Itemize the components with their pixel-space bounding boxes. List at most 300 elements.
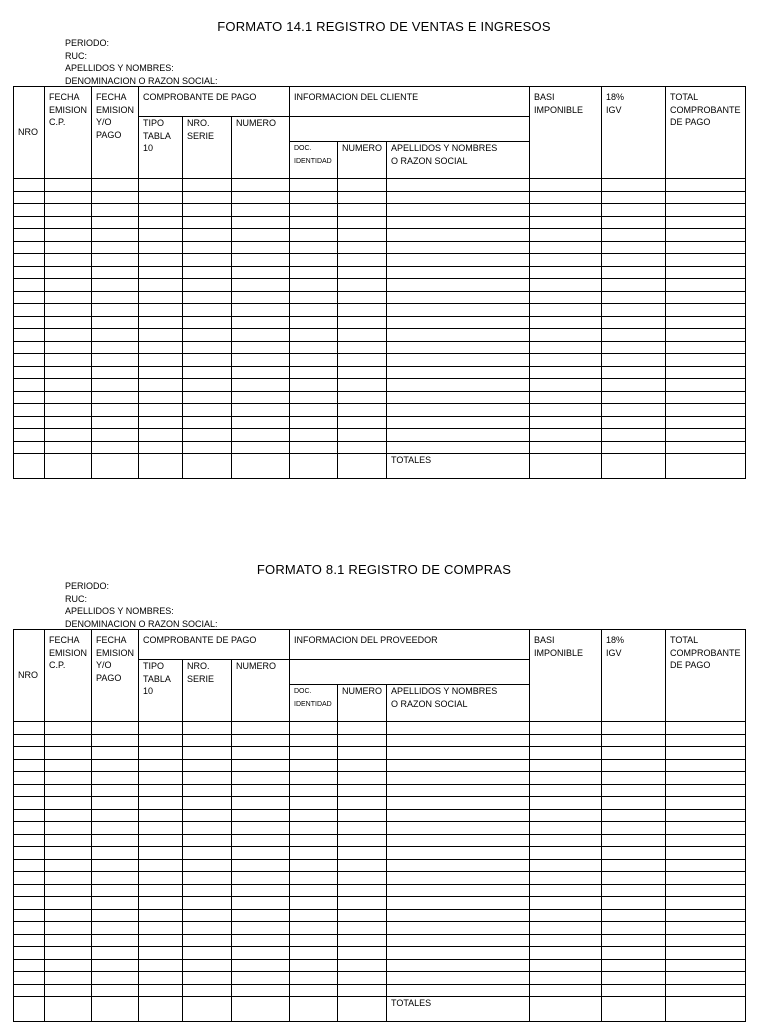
empty-cell[interactable] [530,316,602,329]
empty-cell[interactable] [14,366,45,379]
total-cell[interactable] [232,997,290,1022]
empty-cell[interactable] [183,404,232,417]
empty-cell[interactable] [183,379,232,392]
empty-cell[interactable] [387,859,530,872]
empty-cell[interactable] [232,191,290,204]
empty-cell[interactable] [232,304,290,317]
empty-cell[interactable] [183,354,232,367]
empty-cell[interactable] [338,722,387,735]
empty-cell[interactable] [45,784,92,797]
empty-cell[interactable] [139,241,183,254]
empty-cell[interactable] [387,747,530,760]
empty-cell[interactable] [387,179,530,192]
empty-cell[interactable] [387,316,530,329]
empty-cell[interactable] [232,922,290,935]
empty-cell[interactable] [92,416,139,429]
empty-cell[interactable] [602,759,666,772]
total-cell[interactable] [338,454,387,479]
empty-cell[interactable] [232,984,290,997]
empty-cell[interactable] [290,922,338,935]
empty-cell[interactable] [666,391,746,404]
empty-cell[interactable] [387,291,530,304]
empty-cell[interactable] [290,441,338,454]
empty-cell[interactable] [183,822,232,835]
empty-cell[interactable] [232,847,290,860]
empty-cell[interactable] [14,254,45,267]
empty-cell[interactable] [232,884,290,897]
empty-cell[interactable] [14,922,45,935]
empty-cell[interactable] [183,847,232,860]
empty-cell[interactable] [14,241,45,254]
empty-cell[interactable] [530,304,602,317]
empty-cell[interactable] [290,734,338,747]
empty-cell[interactable] [338,416,387,429]
empty-cell[interactable] [14,416,45,429]
empty-cell[interactable] [530,191,602,204]
empty-cell[interactable] [338,947,387,960]
empty-cell[interactable] [530,797,602,810]
empty-cell[interactable] [45,266,92,279]
empty-cell[interactable] [387,959,530,972]
empty-cell[interactable] [92,391,139,404]
empty-cell[interactable] [338,216,387,229]
empty-cell[interactable] [338,872,387,885]
empty-cell[interactable] [232,241,290,254]
empty-cell[interactable] [14,984,45,997]
empty-cell[interactable] [530,216,602,229]
empty-cell[interactable] [666,191,746,204]
empty-cell[interactable] [338,291,387,304]
empty-cell[interactable] [338,859,387,872]
empty-cell[interactable] [338,229,387,242]
empty-cell[interactable] [45,429,92,442]
empty-cell[interactable] [602,897,666,910]
empty-cell[interactable] [530,416,602,429]
empty-cell[interactable] [139,354,183,367]
total-cell[interactable] [338,997,387,1022]
empty-cell[interactable] [387,266,530,279]
empty-cell[interactable] [602,379,666,392]
empty-cell[interactable] [666,884,746,897]
empty-cell[interactable] [232,872,290,885]
empty-cell[interactable] [666,809,746,822]
empty-cell[interactable] [530,847,602,860]
empty-cell[interactable] [666,772,746,785]
empty-cell[interactable] [338,341,387,354]
empty-cell[interactable] [232,747,290,760]
empty-cell[interactable] [92,329,139,342]
empty-cell[interactable] [92,279,139,292]
empty-cell[interactable] [290,391,338,404]
empty-cell[interactable] [139,959,183,972]
empty-cell[interactable] [139,784,183,797]
empty-cell[interactable] [92,341,139,354]
empty-cell[interactable] [290,859,338,872]
empty-cell[interactable] [183,984,232,997]
empty-cell[interactable] [139,947,183,960]
empty-cell[interactable] [14,797,45,810]
empty-cell[interactable] [92,797,139,810]
empty-cell[interactable] [290,872,338,885]
empty-cell[interactable] [338,822,387,835]
empty-cell[interactable] [232,354,290,367]
empty-cell[interactable] [183,179,232,192]
empty-cell[interactable] [530,747,602,760]
empty-cell[interactable] [92,934,139,947]
empty-cell[interactable] [14,179,45,192]
empty-cell[interactable] [45,984,92,997]
empty-cell[interactable] [387,972,530,985]
empty-cell[interactable] [530,229,602,242]
empty-cell[interactable] [14,216,45,229]
empty-cell[interactable] [338,759,387,772]
total-cell[interactable] [183,997,232,1022]
empty-cell[interactable] [602,216,666,229]
empty-cell[interactable] [290,884,338,897]
empty-cell[interactable] [666,304,746,317]
empty-cell[interactable] [290,934,338,947]
empty-cell[interactable] [290,329,338,342]
empty-cell[interactable] [290,947,338,960]
empty-cell[interactable] [666,947,746,960]
empty-cell[interactable] [232,179,290,192]
total-cell[interactable] [666,997,746,1022]
empty-cell[interactable] [290,972,338,985]
empty-cell[interactable] [602,291,666,304]
empty-cell[interactable] [92,441,139,454]
empty-cell[interactable] [183,329,232,342]
empty-cell[interactable] [92,722,139,735]
empty-cell[interactable] [602,909,666,922]
empty-cell[interactable] [232,266,290,279]
empty-cell[interactable] [14,897,45,910]
empty-cell[interactable] [45,216,92,229]
empty-cell[interactable] [14,784,45,797]
empty-cell[interactable] [45,404,92,417]
empty-cell[interactable] [530,972,602,985]
empty-cell[interactable] [338,254,387,267]
empty-cell[interactable] [92,254,139,267]
empty-cell[interactable] [290,266,338,279]
empty-cell[interactable] [530,872,602,885]
empty-cell[interactable] [14,747,45,760]
empty-cell[interactable] [530,722,602,735]
empty-cell[interactable] [232,784,290,797]
empty-cell[interactable] [666,241,746,254]
empty-cell[interactable] [139,909,183,922]
empty-cell[interactable] [232,734,290,747]
empty-cell[interactable] [338,834,387,847]
empty-cell[interactable] [530,734,602,747]
empty-cell[interactable] [92,191,139,204]
empty-cell[interactable] [290,747,338,760]
empty-cell[interactable] [602,809,666,822]
empty-cell[interactable] [183,772,232,785]
empty-cell[interactable] [45,341,92,354]
empty-cell[interactable] [602,959,666,972]
total-cell[interactable] [14,997,45,1022]
empty-cell[interactable] [530,254,602,267]
empty-cell[interactable] [666,859,746,872]
empty-cell[interactable] [602,722,666,735]
empty-cell[interactable] [387,909,530,922]
empty-cell[interactable] [387,191,530,204]
empty-cell[interactable] [45,229,92,242]
empty-cell[interactable] [530,934,602,947]
empty-cell[interactable] [45,847,92,860]
empty-cell[interactable] [92,216,139,229]
empty-cell[interactable] [139,216,183,229]
empty-cell[interactable] [139,429,183,442]
empty-cell[interactable] [139,747,183,760]
empty-cell[interactable] [14,734,45,747]
empty-cell[interactable] [92,747,139,760]
empty-cell[interactable] [139,291,183,304]
empty-cell[interactable] [338,179,387,192]
empty-cell[interactable] [602,984,666,997]
empty-cell[interactable] [666,329,746,342]
empty-cell[interactable] [666,379,746,392]
empty-cell[interactable] [183,204,232,217]
empty-cell[interactable] [92,784,139,797]
empty-cell[interactable] [666,822,746,835]
empty-cell[interactable] [45,922,92,935]
empty-cell[interactable] [139,822,183,835]
empty-cell[interactable] [45,747,92,760]
empty-cell[interactable] [139,229,183,242]
empty-cell[interactable] [92,947,139,960]
total-cell[interactable] [290,997,338,1022]
empty-cell[interactable] [183,216,232,229]
empty-cell[interactable] [45,972,92,985]
empty-cell[interactable] [387,341,530,354]
empty-cell[interactable] [530,179,602,192]
empty-cell[interactable] [338,984,387,997]
total-cell[interactable] [139,454,183,479]
empty-cell[interactable] [45,291,92,304]
empty-cell[interactable] [45,391,92,404]
empty-cell[interactable] [183,809,232,822]
empty-cell[interactable] [45,734,92,747]
empty-cell[interactable] [602,922,666,935]
empty-cell[interactable] [602,734,666,747]
empty-cell[interactable] [666,279,746,292]
empty-cell[interactable] [14,884,45,897]
empty-cell[interactable] [290,241,338,254]
empty-cell[interactable] [14,772,45,785]
empty-cell[interactable] [290,316,338,329]
empty-cell[interactable] [232,329,290,342]
empty-cell[interactable] [183,784,232,797]
empty-cell[interactable] [602,354,666,367]
empty-cell[interactable] [602,391,666,404]
empty-cell[interactable] [92,229,139,242]
empty-cell[interactable] [602,341,666,354]
empty-cell[interactable] [92,884,139,897]
empty-cell[interactable] [290,784,338,797]
empty-cell[interactable] [45,822,92,835]
empty-cell[interactable] [139,366,183,379]
empty-cell[interactable] [232,822,290,835]
empty-cell[interactable] [183,366,232,379]
empty-cell[interactable] [530,947,602,960]
empty-cell[interactable] [45,441,92,454]
empty-cell[interactable] [139,847,183,860]
empty-cell[interactable] [92,984,139,997]
empty-cell[interactable] [232,204,290,217]
empty-cell[interactable] [290,897,338,910]
empty-cell[interactable] [530,984,602,997]
empty-cell[interactable] [290,304,338,317]
empty-cell[interactable] [183,734,232,747]
empty-cell[interactable] [14,229,45,242]
empty-cell[interactable] [387,884,530,897]
empty-cell[interactable] [602,772,666,785]
empty-cell[interactable] [666,847,746,860]
total-cell[interactable] [602,997,666,1022]
empty-cell[interactable] [45,304,92,317]
empty-cell[interactable] [387,254,530,267]
empty-cell[interactable] [14,947,45,960]
empty-cell[interactable] [45,797,92,810]
empty-cell[interactable] [666,934,746,947]
empty-cell[interactable] [232,254,290,267]
empty-cell[interactable] [387,872,530,885]
empty-cell[interactable] [290,379,338,392]
empty-cell[interactable] [290,909,338,922]
total-cell[interactable] [92,997,139,1022]
empty-cell[interactable] [14,379,45,392]
empty-cell[interactable] [45,191,92,204]
empty-cell[interactable] [183,254,232,267]
total-cell[interactable] [530,454,602,479]
empty-cell[interactable] [232,809,290,822]
empty-cell[interactable] [92,822,139,835]
empty-cell[interactable] [92,847,139,860]
empty-cell[interactable] [92,179,139,192]
empty-cell[interactable] [530,759,602,772]
empty-cell[interactable] [92,959,139,972]
empty-cell[interactable] [387,216,530,229]
empty-cell[interactable] [290,416,338,429]
empty-cell[interactable] [92,204,139,217]
empty-cell[interactable] [183,959,232,972]
empty-cell[interactable] [602,204,666,217]
empty-cell[interactable] [290,216,338,229]
empty-cell[interactable] [387,834,530,847]
empty-cell[interactable] [530,391,602,404]
empty-cell[interactable] [92,909,139,922]
empty-cell[interactable] [183,291,232,304]
empty-cell[interactable] [602,872,666,885]
empty-cell[interactable] [45,809,92,822]
empty-cell[interactable] [338,404,387,417]
empty-cell[interactable] [232,379,290,392]
empty-cell[interactable] [387,379,530,392]
empty-cell[interactable] [530,822,602,835]
empty-cell[interactable] [232,759,290,772]
empty-cell[interactable] [290,179,338,192]
empty-cell[interactable] [183,279,232,292]
empty-cell[interactable] [183,304,232,317]
empty-cell[interactable] [666,179,746,192]
empty-cell[interactable] [183,429,232,442]
empty-cell[interactable] [92,759,139,772]
empty-cell[interactable] [183,797,232,810]
empty-cell[interactable] [666,922,746,935]
empty-cell[interactable] [139,759,183,772]
empty-cell[interactable] [232,279,290,292]
empty-cell[interactable] [92,897,139,910]
empty-cell[interactable] [338,922,387,935]
empty-cell[interactable] [139,329,183,342]
empty-cell[interactable] [666,784,746,797]
empty-cell[interactable] [530,834,602,847]
empty-cell[interactable] [92,241,139,254]
empty-cell[interactable] [45,241,92,254]
empty-cell[interactable] [602,241,666,254]
empty-cell[interactable] [139,204,183,217]
empty-cell[interactable] [232,216,290,229]
empty-cell[interactable] [290,366,338,379]
empty-cell[interactable] [183,947,232,960]
empty-cell[interactable] [139,379,183,392]
empty-cell[interactable] [290,834,338,847]
empty-cell[interactable] [14,354,45,367]
empty-cell[interactable] [139,772,183,785]
empty-cell[interactable] [338,772,387,785]
empty-cell[interactable] [14,872,45,885]
empty-cell[interactable] [530,809,602,822]
empty-cell[interactable] [338,959,387,972]
empty-cell[interactable] [530,329,602,342]
empty-cell[interactable] [183,834,232,847]
empty-cell[interactable] [338,734,387,747]
empty-cell[interactable] [290,847,338,860]
empty-cell[interactable] [530,909,602,922]
total-cell[interactable] [14,454,45,479]
empty-cell[interactable] [290,797,338,810]
total-cell[interactable] [530,997,602,1022]
empty-cell[interactable] [387,366,530,379]
empty-cell[interactable] [602,366,666,379]
empty-cell[interactable] [232,404,290,417]
empty-cell[interactable] [139,884,183,897]
empty-cell[interactable] [290,191,338,204]
empty-cell[interactable] [232,229,290,242]
empty-cell[interactable] [14,329,45,342]
empty-cell[interactable] [338,441,387,454]
empty-cell[interactable] [183,191,232,204]
empty-cell[interactable] [387,241,530,254]
empty-cell[interactable] [387,279,530,292]
empty-cell[interactable] [602,947,666,960]
empty-cell[interactable] [338,809,387,822]
empty-cell[interactable] [14,279,45,292]
empty-cell[interactable] [530,341,602,354]
empty-cell[interactable] [232,797,290,810]
empty-cell[interactable] [139,859,183,872]
empty-cell[interactable] [232,316,290,329]
empty-cell[interactable] [183,909,232,922]
empty-cell[interactable] [139,191,183,204]
empty-cell[interactable] [183,441,232,454]
empty-cell[interactable] [45,379,92,392]
empty-cell[interactable] [14,847,45,860]
empty-cell[interactable] [666,972,746,985]
empty-cell[interactable] [338,329,387,342]
empty-cell[interactable] [14,972,45,985]
